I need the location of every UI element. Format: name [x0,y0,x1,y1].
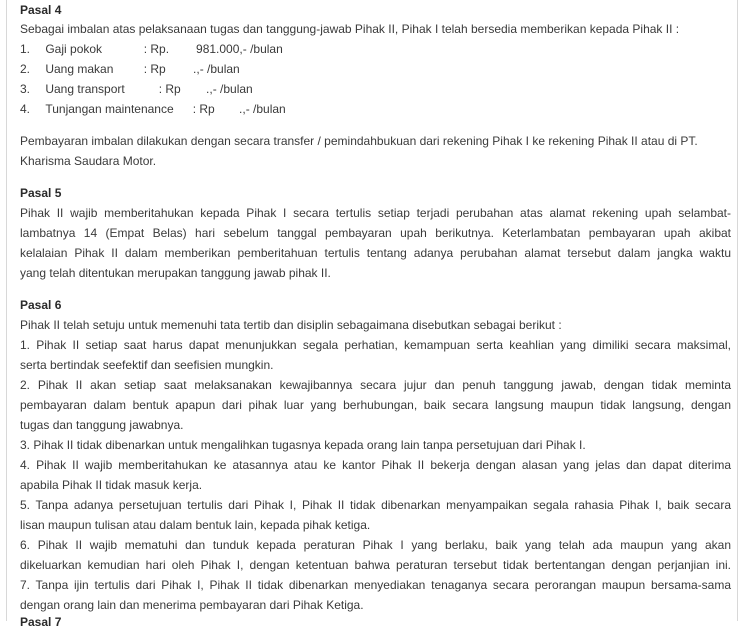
paragraph-line: 1. Pihak II setiap saat harus dapat menunjukkan segala perhatian, kemampuan serta keahlian yang dimiliki secara maksimal, [20,338,731,352]
pasal-4-heading: Pasal 4 [20,3,62,17]
item-number: 3. [20,82,31,96]
paragraph-line: kelalaian Pihak II dalam memberikan pemberitahuan tertulis tentang adanya perubahan alamat tersebut dalam jangka waktu [20,246,731,260]
paragraph-line: Pembayaran imbalan dilakukan dengan secara transfer / pemindahbukuan dari rekening Pihak I ke rekening Pihak II atau di PT. [20,134,698,148]
item-label: Uang transport [45,82,125,96]
item-amount: .,- /bulan [206,82,253,96]
paragraph-line: lambatnya 14 (Empat Belas) hari sebelum tanggal pembayaran upah berikutnya. Keterlambatan pembayaran upah akibat [20,226,731,240]
paragraph-line: apabila Pihak II tidak masuk kerja. [20,478,203,492]
paragraph-line: dikeluarkan kemudian hari oleh Pihak I, dengan ketentuan bahwa peraturan tersebut tidak bertentangan dengan perjanjian ini. [20,558,731,572]
list-item [20,79,253,99]
paragraph-line: 4. Pihak II wajib memberitahukan ke atasannya atau ke kantor Pihak II bekerja dengan alasan yang jelas dan dapat diterima [20,458,731,472]
pasal-4-intro: Sebagai imbalan atas pelaksanaan tugas dan tanggung-jawab Pihak II, Pihak I telah bersedia memberikan kepada Pihak II : [20,22,680,36]
paragraph-line: 5. Tanpa adanya persetujuan tertulis dari Pihak I, Pihak II tidak dibenarkan menyampaikan segala rahasia Pihak I, baik secara [20,498,731,512]
item-number: 1. [20,42,31,56]
document-frame [6,0,738,629]
paragraph-line: lisan maupun tulisan atau dalam bentuk lain, kepada pihak ketiga. [20,518,371,532]
paragraph-line: 7. Tanpa ijin tertulis dari Pihak I, Pihak II tidak dibenarkan menyediakan tenaganya secara perorangan maupun bersama-sama [20,578,731,592]
item-currency: : Rp [192,102,215,116]
paragraph-line: pembayaran dalam bentuk apapun dari pihak luar yang berhubungan, baik secara langsung maupun tidak langsung, dengan [20,398,731,412]
item-label: Tunjangan maintenance [45,102,174,116]
paragraph-line: yang telah ditentukan merupakan tanggung jawab pihak II. [20,266,331,280]
paragraph-line: serta bertindak seefektif dan seefisien mungkin. [20,358,274,372]
paragraph-line: Kharisma Saudara Motor. [20,154,157,168]
pasal-7-heading: Pasal 7 [20,615,62,629]
paragraph-line: Pihak II wajib memberitahukan kepada Pihak I secara tertulis setiap terjadi perubahan atas alamat rekening upah selambat- [20,206,731,220]
pasal-5-heading: Pasal 5 [20,186,62,200]
list-item [20,59,240,79]
item-amount: 981.000,- /bulan [196,42,283,56]
pasal-6-heading: Pasal 6 [20,298,62,312]
paragraph-line: 3. Pihak II tidak dibenarkan untuk mengalihkan tugasnya kepada orang lain tanpa persetujuan dari Pihak I. [20,438,586,452]
item-number: 4. [20,102,31,116]
item-currency: : Rp [143,62,166,76]
paragraph-line: 6. Pihak II wajib mematuhi dan tunduk kepada peraturan Pihak I yang berlaku, baik yang telah ada maupun yang akan [20,538,731,552]
item-currency: : Rp. [143,42,170,56]
list-item [20,99,286,119]
list-item [20,39,283,59]
paragraph-line: tugas dan tanggung jawabnya. [20,418,184,432]
paragraph-line: dengan orang lain dan menerima pembayaran dari Pihak Ketiga. [20,598,364,612]
item-currency: : Rp [158,82,181,96]
item-amount: .,- /bulan [193,62,240,76]
item-amount: .,- /bulan [239,102,286,116]
item-label: Uang makan [45,62,114,76]
item-label: Gaji pokok [45,42,103,56]
item-number: 2. [20,62,31,76]
pasal-6-intro: Pihak II telah setuju untuk memenuhi tata tertib dan disiplin sebagaimana disebutkan sebagai berikut : [20,318,562,332]
paragraph-line: 2. Pihak II akan setiap saat melaksanakan kewajibannya secara jujur dan penuh tanggung jawab, dengan tidak meminta [20,378,731,392]
